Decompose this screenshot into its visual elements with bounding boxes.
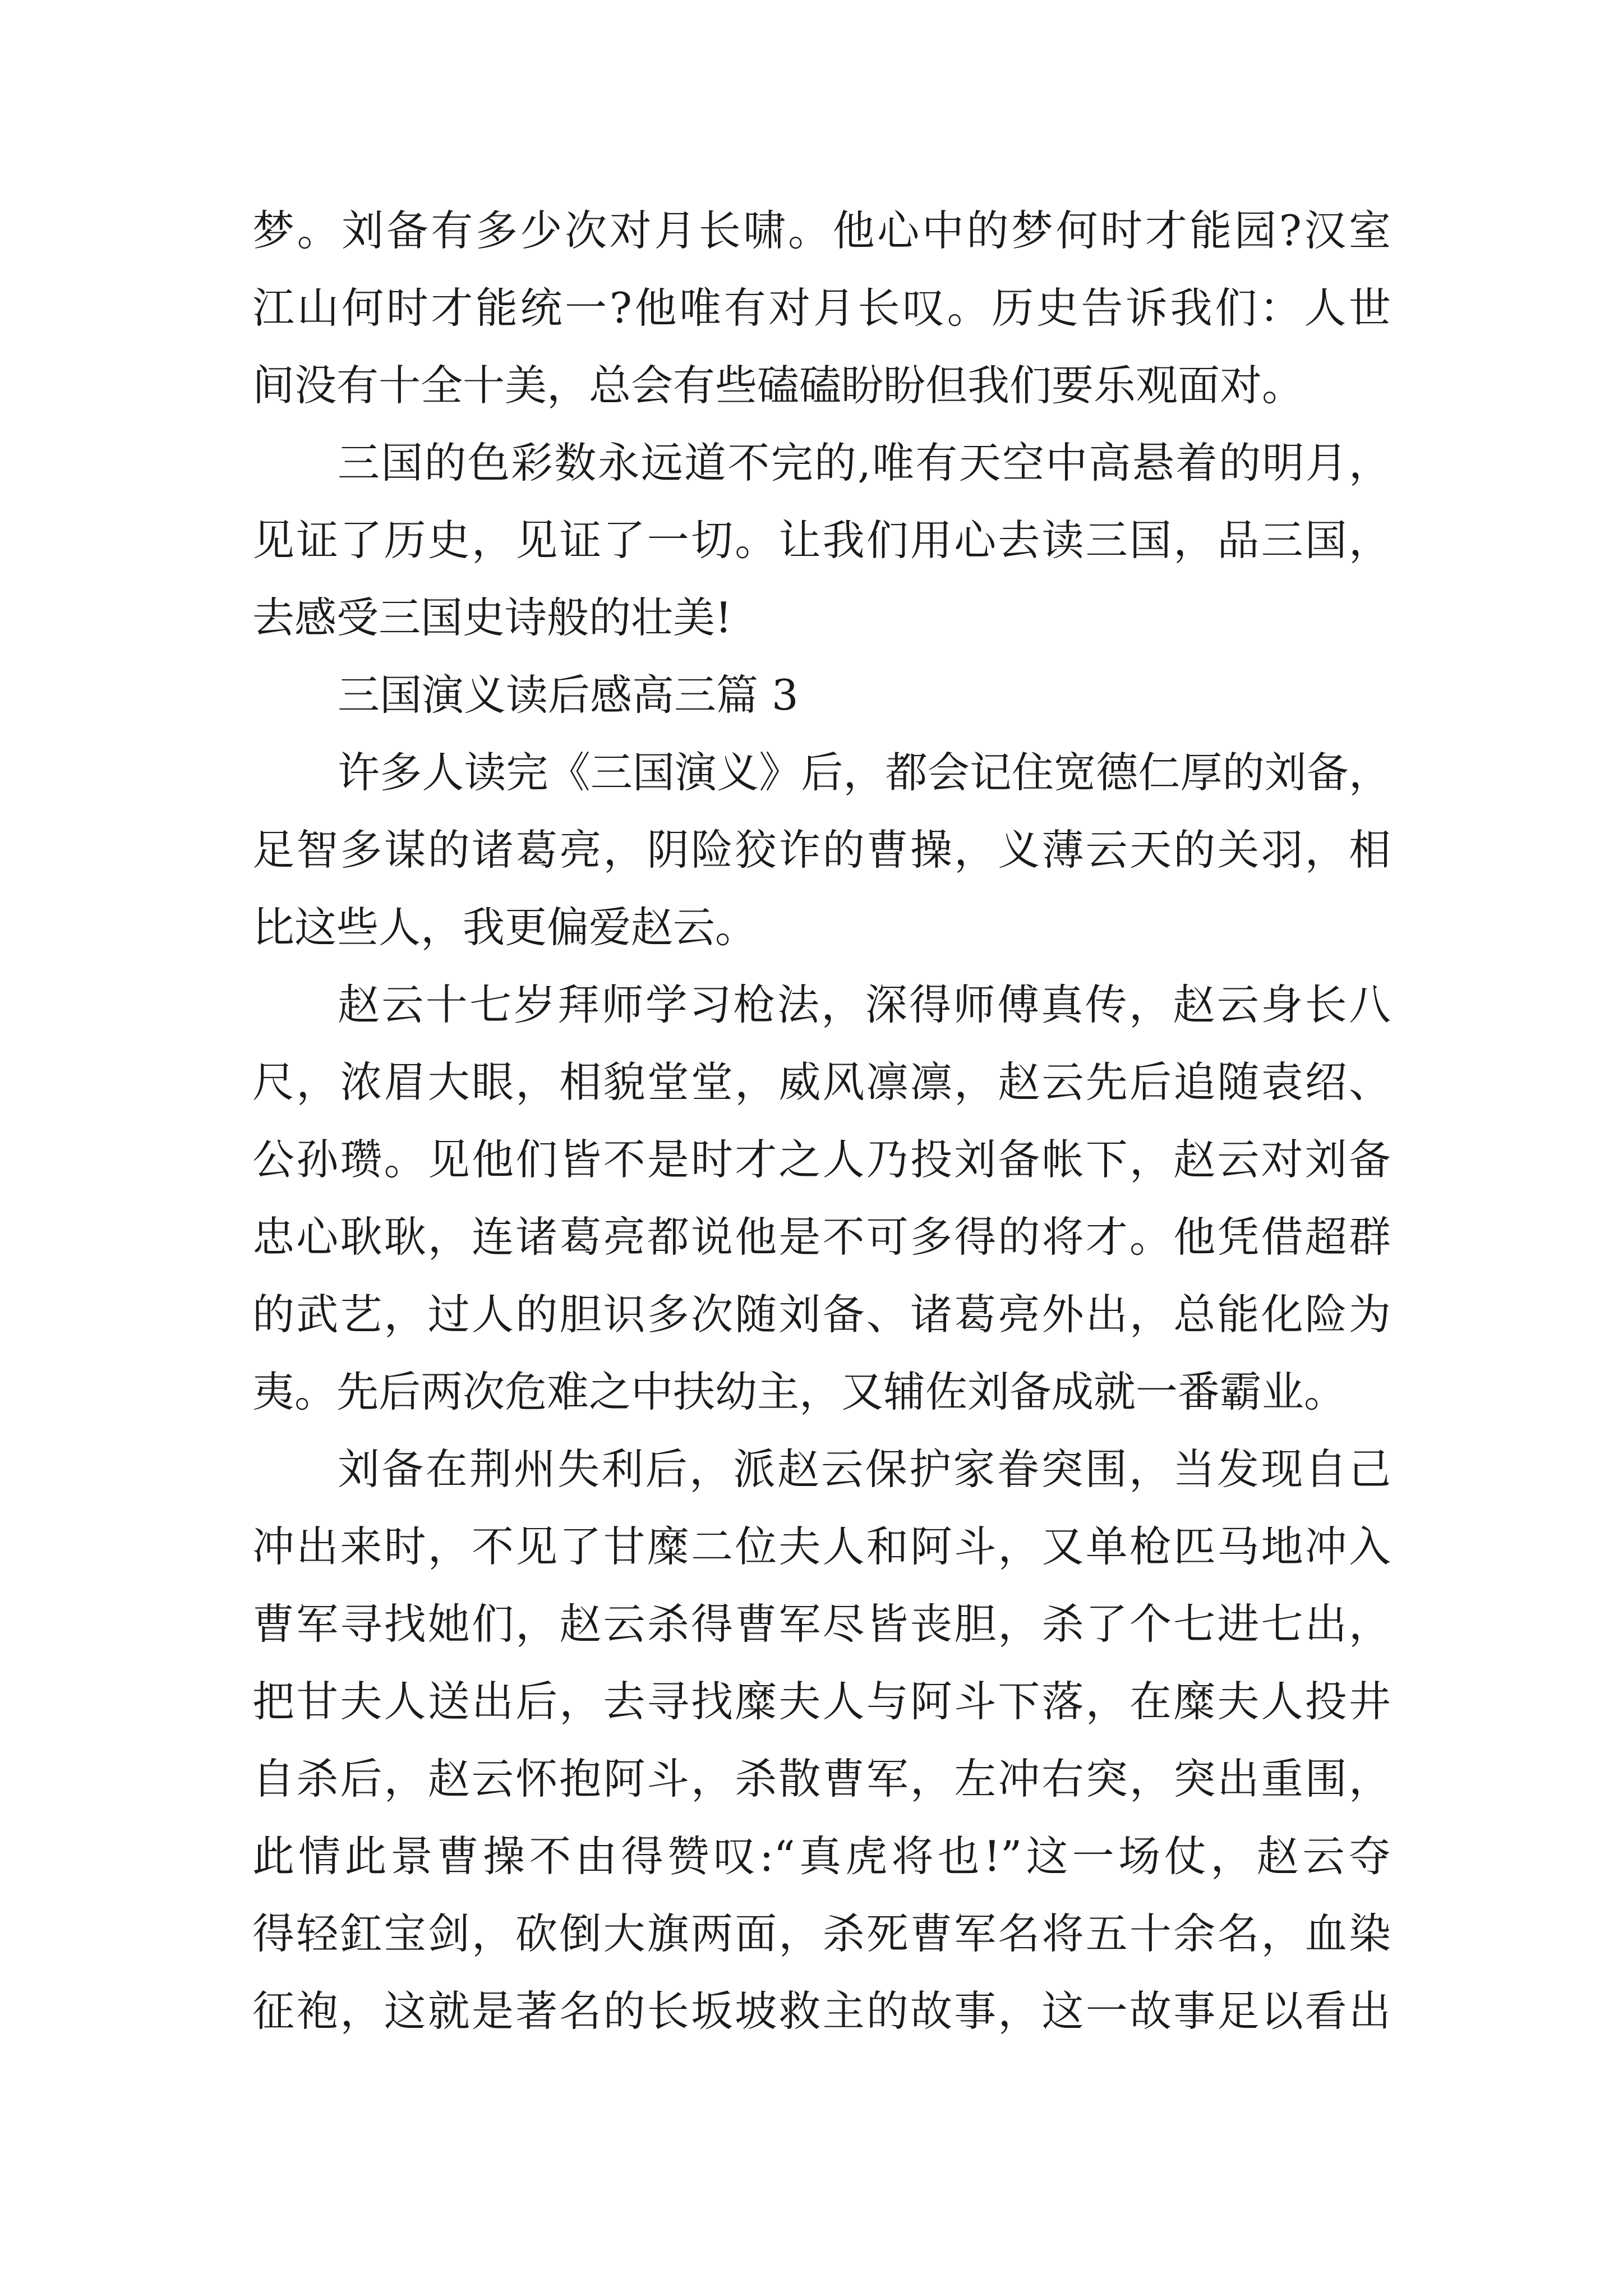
text-line: 公孙瓒。见他们皆不是时才之人乃投刘备帐下，赵云对刘备 (252, 1135, 1391, 1184)
section-heading: 三国演义读后感高三篇 3 (338, 670, 799, 720)
text-line: 冲出来时，不见了甘糜二位夫人和阿斗，又单枪匹马地冲入 (252, 1522, 1391, 1571)
text-line: 许多人读完《三国演义》后，都会记住宽德仁厚的刘备， (338, 748, 1391, 797)
text-line: 尺，浓眉大眼，相貌堂堂，威风凛凛，赵云先后追随袁绍、 (252, 1057, 1391, 1107)
text-line: 见证了历史，见证了一切。让我们用心去读三国，品三国， (252, 516, 1391, 565)
text-line: 江山何时才能统一?他唯有对月长叹。历史告诉我们：人世 (252, 283, 1391, 333)
text-line: 自杀后，赵云怀抱阿斗，杀散曹军，左冲右突，突出重围， (252, 1754, 1391, 1803)
text-line: 夷。先后两次危难之中扶幼主，又辅佐刘备成就一番霸业。 (252, 1367, 1347, 1416)
text-line: 间没有十全十美，总会有些磕磕盼盼但我们要乐观面对。 (252, 361, 1304, 410)
text-line: 赵云十七岁拜师学习枪法，深得师傅真传，赵云身长八 (338, 980, 1391, 1029)
text-line: 征袍，这就是著名的长坂坡救主的故事，这一故事足以看出 (252, 1986, 1391, 2036)
text-line: 得轻釭宝剑，砍倒大旗两面，杀死曹军名将五十余名，血染 (252, 1909, 1391, 1958)
text-line: 把甘夫人送出后，去寻找糜夫人与阿斗下落，在糜夫人投井 (252, 1677, 1391, 1726)
text-line: 足智多谋的诸葛亮，阴险狡诈的曹操，义薄云天的关羽，相 (252, 825, 1391, 875)
text-line: 忠心耿耿，连诸葛亮都说他是不可多得的将才。他凭借超群 (252, 1212, 1391, 1262)
text-line: 梦。刘备有多少次对月长啸。他心中的梦何时才能园?汉室 (252, 206, 1391, 255)
text-line: 刘备在荆州失利后，派赵云保护家眷突围，当发现自己 (338, 1444, 1391, 1494)
text-line: 去感受三国史诗般的壮美! (252, 593, 732, 642)
document-body (252, 192, 1391, 2050)
text-line: 比这些人，我更偏爱赵云。 (252, 903, 758, 952)
text-line: 的武艺，过人的胆识多次随刘备、诸葛亮外出，总能化险为 (252, 1290, 1391, 1339)
text-line: 三国的色彩数永远道不完的,唯有天空中高悬着的明月， (338, 438, 1391, 487)
text-line: 曹军寻找她们，赵云杀得曹军尽皆丧胆，杀了个七进七出， (252, 1599, 1391, 1649)
text-line: 此情此景曹操不由得赞叹:“真虎将也!”这一场仗，赵云夺 (252, 1832, 1391, 1881)
